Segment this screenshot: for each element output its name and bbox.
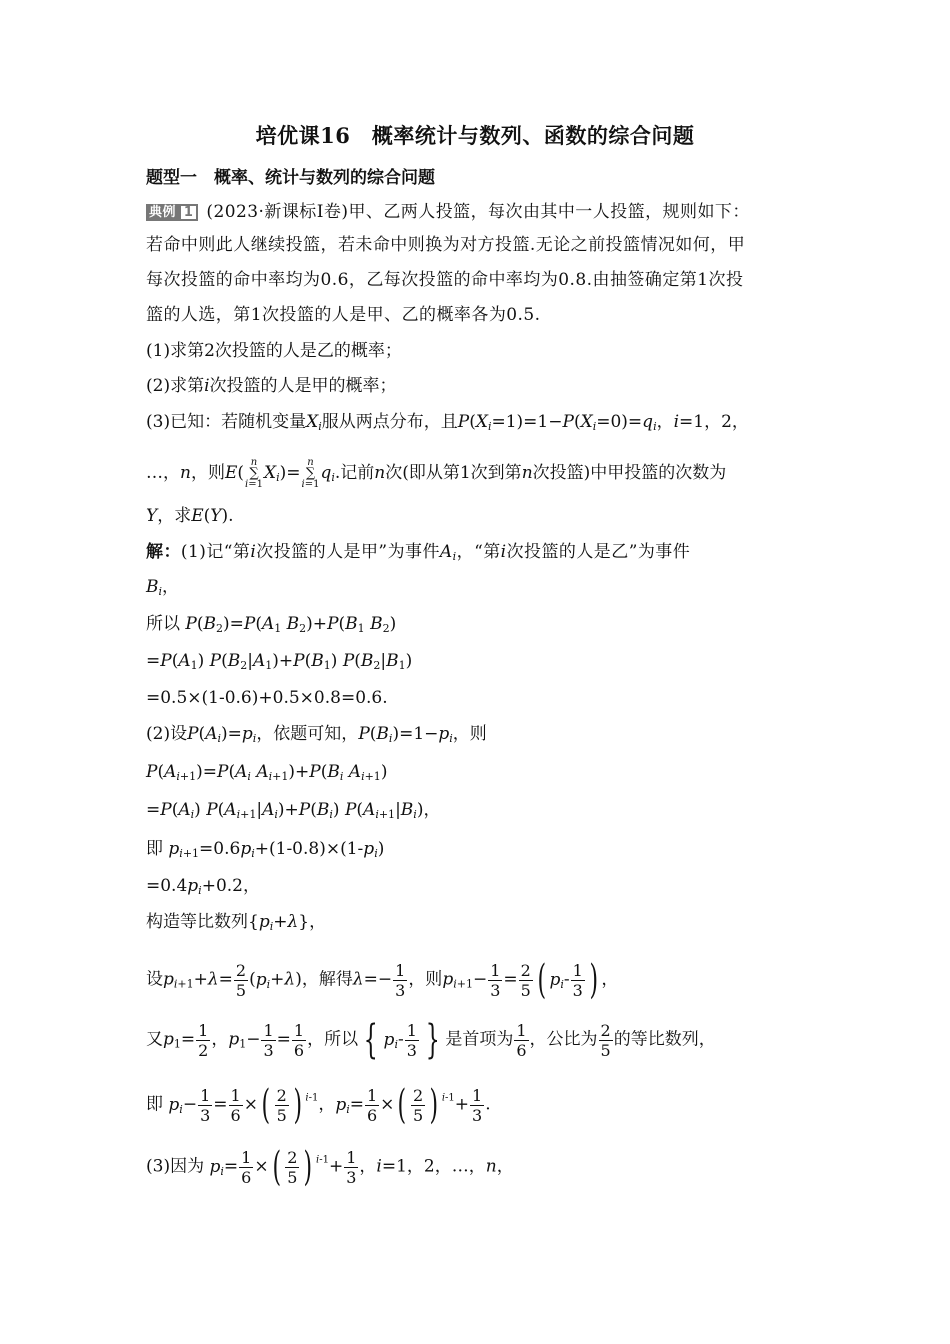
question-3-line-3: Y，求E(Y). [146, 506, 234, 526]
section-heading: 题型一 概率、统计与数列的综合问题 [146, 168, 435, 188]
solution-line-5: =0.5×(1-0.6)+0.5×0.8=0.6. [146, 688, 388, 708]
question-2: (2)求第i次投篮的人是甲的概率； [146, 376, 397, 396]
solution-line-11: 构造等比数列$\{p_i+\lambda\}$， [146, 912, 327, 933]
example-badge-number: 1 [179, 204, 199, 221]
page-title: 培优课16 概率统计与数列、函数的综合问题 [255, 123, 695, 148]
solution-line-3: 所以 $P(B_2)=P(A_1$ $B_2)+P(B_1$ $B_2$) [146, 614, 397, 635]
example-line-1 [146, 199, 750, 224]
solution-line-10: $=0.4p_i+0.2$， [146, 876, 260, 897]
example-badge [146, 199, 198, 223]
example-badge-label: 典例 [146, 204, 179, 221]
question-3-line-2: …，n，则E(n ∑ $i=1X_i)=n$ ∑ $i=1q_i$.记前n次(即从第1次到第n次投篮)中甲投篮的次数为 [146, 457, 727, 490]
solution-line-15: (3)因为 $p_i=$ $\frac{1}{6}$ ×( $\frac{2}{5}$ ) $^{i-1}$+ $\frac{1}{3}$ ，i=1，2，…，n， [146, 1144, 514, 1190]
example-line-2: 若命中则此人继续投篮，若未命中则换为对方投篮.无论之前投篮情况如何，甲 [146, 235, 746, 255]
solution-line-8: $=P(A_i)$ $P(A_{i+1}|A_i)+P(B_i)$ $P(A_{i+1}|B_i)$， [146, 800, 441, 821]
example-lead: (2023·新课标Ⅰ卷)甲、乙两人投篮，每次由其中一人投篮，规则如下： [206, 202, 750, 222]
question-1: (1)求第2次投篮的人是乙的概率； [146, 341, 402, 361]
solution-line-4: $=P(A_1)$ $P(B_2|A_1)+P(B_1)$ $P(B_2|B_1)$ [146, 651, 413, 672]
solution-line-6: (2)设$P(A_i)=p_i$，依题可知，$P(B_i)=1-p_i$，则 [146, 724, 487, 745]
solution-line-2: $B_i$， [146, 577, 180, 598]
example-line-3: 每次投篮的命中率均为0.6，乙每次投篮的命中率均为0.8.由抽签确定第1次投 [146, 270, 744, 290]
question-3-line-1: (3)已知：若随机变量$X_i$服从两点分布，且$P(X_i=1)=1-P(X_i=0)=q_i$，i=1，2， [146, 412, 749, 433]
solution-line-1: 解：(1)记“第i次投篮的人是甲”为事件$A_i$，“第i次投篮的人是乙”为事件 [146, 542, 691, 563]
solution-label: 解： [146, 542, 181, 562]
solution-line-7: $P(A_{i+1})=P(A_i$ $A_{i+1})+P(B_i$ $A_{i+1}$) [146, 762, 388, 783]
solution-line-14: 即 $p_i-$ $\frac{1}{3}$ = $\frac{1}{6}$ ×( $\frac{2}{5}$ ) $^{i-1}$，$p_i=$ $\frac{1}{6}$ ×( $\frac{2}{5}$ ) $^{i-1}$+ $\frac{1}{3}$ . [146, 1082, 491, 1128]
solution-line-9: 即 $p_{i+1}=0.6p_i+(1-0.8)\times(1-p_i)$ [146, 839, 385, 860]
solution-line-13: 又$p_1=$ $\frac{1}{2}$ ，$p_1-$ $\frac{1}{3}$ = $\frac{1}{6}$ ，所以 { $p_i-$ $\frac{1}{3}$ } 是首项为 $\frac{1}{6}$ ，公比为 $\frac{2}{5}$ 的等比数列， [146, 1017, 716, 1063]
example-line-4: 篮的人选，第1次投篮的人是甲、乙的概率各为0.5. [146, 305, 541, 325]
solution-line-12: 设$p_{i+1}+\lambda=$ $\frac{2}{5}$ $(p_i+\lambda)$，解得λ=− $\frac{1}{3}$ ，则$p_{i+1}-$ $\frac{1}{3}$ = $\frac{2}{5}$ ( $p_i-$ $\frac{1}{3}$ ) ， [146, 957, 619, 1003]
